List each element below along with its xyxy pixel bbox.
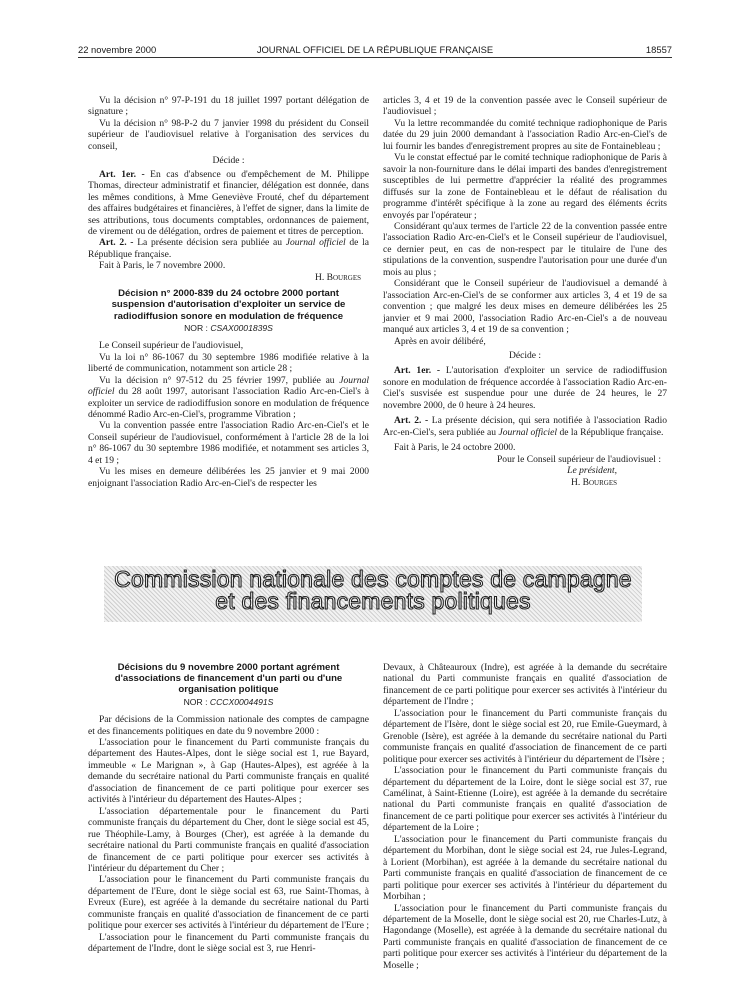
article-2	[383, 415, 667, 438]
article-label: Art. 1er. -	[394, 365, 441, 377]
article-1	[88, 169, 369, 238]
nor-label: NOR :	[184, 322, 211, 333]
nor-reference	[88, 323, 369, 334]
paragraph: articles 3, 4 et 19 de la convention passée avec le Conseil supérieur de l'audiovisuel ;	[383, 95, 667, 118]
signature-for: Pour le Conseil supérieur de l'audiovisuel :	[497, 453, 661, 465]
header-rule	[78, 57, 672, 58]
paragraph: L'association départementale pour le financement du Parti communiste français du département du Cher, dont le siège social est 45, rue Théophile-Lamy, à Bourges (Cher), est agréée à la demande du secrétaire national du Parti communiste français en qualité d'association de financement de ce parti politique pour exercer ses activités à l'intérieur du département du Cher ;	[88, 805, 369, 874]
paragraph: Vu la décision n° 97-P-191 du 18 juillet 1997 portant délégation de signature ;	[88, 95, 369, 118]
article-1	[383, 365, 667, 411]
signature-role: Le président,	[567, 465, 617, 477]
header-date: 22 novembre 2000	[78, 44, 157, 55]
paragraph: L'association pour le financement du Parti communiste français du département de l'Indre, dont le siège social est 3, rue Henri-	[88, 931, 369, 955]
journal-italic: Journal officiel	[285, 237, 346, 249]
article-text: de la République française.	[88, 237, 369, 260]
article-text: La présente décision sera publiée au	[133, 237, 286, 249]
signature: H. Bourges	[314, 271, 361, 283]
paragraph: Vu la convention passée entre l'association Radio Arc-en-Ciel's et le Conseil supérieur de l'audiovisuel, conformément à l'article 28 de la loi n° 86-1067 du 30 septembre 1986 modifiée, et notamment ses articles 3, 4 et 19 ;	[88, 420, 369, 466]
paragraph: L'association pour le financement du Parti communiste français du département de l'Eure, dont le siège social est 63, rue Saint-Thomas, à Evreux (Eure), est agréée à la demande du secrétaire national du Parti communiste français en qualité d'association de financement de ce parti politique pour exercer ses activités à l'intérieur du département de l'Eure ;	[88, 874, 369, 932]
paragraph: Le Conseil supérieur de l'audiovisuel,	[99, 340, 244, 352]
article-text: La présente décision, qui sera notifiée à l'association Radio Arc-en-Ciel's, sera publiée au	[383, 415, 667, 438]
paragraph: L'association pour le financement du Parti communiste français du département de la Moselle, dont le siège social est 20, rue Charles-Lutz, à Hagondange (Moselle), est agréée à la demande du secrétaire national du Parti communiste français en qualité d'association de financement de ce parti politique pour exercer ses activités à l'intérieur du département de la Moselle ;	[383, 902, 667, 971]
text-run: Vu la décision n° 97-512 du 25 février 1997, publiée au	[99, 374, 340, 386]
bottom-left-column	[88, 662, 369, 955]
paragraph: Par décisions de la Commission nationale des comptes de campagne et des financements politiques en date du 9 novembre 2000 :	[88, 714, 369, 737]
journal-italic: Journal officiel	[498, 426, 558, 438]
journal-italic: Journal officiel	[88, 374, 369, 398]
section-banner-title	[104, 568, 642, 612]
paragraph: Devaux, à Châteauroux (Indre), est agréée à la demande du secrétaire national du Parti communiste français en qualité d'association de financement de ce parti politique pour exercer ses activités à l'intérieur du département de l'Indre ;	[383, 662, 667, 708]
paragraph: Après en avoir délibéré,	[394, 335, 486, 347]
nor-code: CCCX0004491S	[209, 696, 274, 707]
place-date: Fait à Paris, le 7 novembre 2000.	[99, 260, 226, 272]
bottom-right-column	[383, 662, 667, 971]
paragraph	[88, 375, 369, 421]
paragraph: Vu la lettre recommandée du comité technique radiophonique de Paris datée du 29 juin 2000 demandant à l'association Radio Arc-en-Ciel's de lui fournir les bandes d'enregistrement propres au site de Fontainebleau ;	[383, 117, 667, 152]
article-label: Art. 2. -	[99, 237, 134, 249]
article-label: Art. 2. -	[394, 415, 429, 427]
header-page-number: 18557	[645, 44, 672, 55]
article-text: de la République française.	[557, 426, 664, 438]
decision-title: Décision n° 2000-839 du 24 octobre 2000 portant suspension d'autorisation d'exploiter un service de radiodiffusion sonore en modulation de fréquence	[111, 288, 346, 322]
decide-heading: Décide :	[508, 349, 542, 361]
paragraph: Considérant qu'aux termes de l'article 22 de la convention passée entre l'association Radio Arc-en-Ciel's et le Conseil supérieur de l'audiovisuel, ce dernier peut, en cas de non-respect par le titulaire de l'une des stipulations de la convention, suspendre l'autorisation pour une durée d'un mois au plus ;	[383, 220, 667, 278]
text-run: du 28 août 1997, autorisant l'association Radio Arc-en-Ciel's à exploiter un service de radiodiffusion sonore en modulation de fréquence dénommé Radio Arc-en-Ciel's, programme Vibration ;	[88, 386, 369, 421]
banner-line: et des financements politiques	[215, 588, 531, 614]
paragraph: L'association pour le financement du Parti communiste français du département du Morbihan, dont le siège social est 24, rue Jules-Legrand, à Lorient (Morbihan), est agréée à la demande du secrétaire national du Parti communiste français en qualité d'association de financement de ce parti politique pour exercer ses activités à l'intérieur du département du Morbihan ;	[383, 833, 667, 903]
place-date: Fait à Paris, le 24 octobre 2000.	[394, 442, 516, 454]
top-right-column	[383, 95, 667, 488]
paragraph: Vu le constat effectué par le comité technique radiophonique de Paris à savoir la non-fourniture dans le délai imparti des bandes d'enregistrement susceptibles de lui permettre d'apprécier la réalité des programmes diffusés sur la zone de Fontainebleau et le défaut de réalisation du programme d'intérêt spécifique à la zone au regard des éléments écrits envoyés par l'opérateur ;	[383, 152, 667, 221]
paragraph: Vu les mises en demeure délibérées les 25 janvier et 9 mai 2000 enjoignant l'association Radio Arc-en-Ciel's de respecter les	[88, 466, 369, 489]
paragraph: Considérant que le Conseil supérieur de l'audiovisuel a demandé à l'association Arc-en-Ciel's de se conformer aux articles 3, 4 et 19 de sa convention ; que malgré les deux mises en demeure délibérées les 25 janvier et 9 mai 2000, l'association Radio Arc-en-Ciel's a de nouveau manqué aux articles 3, 4 et 19 de sa convention ;	[383, 278, 667, 336]
paragraph: L'association pour le financement du Parti communiste français du département des Hautes-Alpes, dont le siège social est 1, rue Bayard, immeuble « Le Marignan », à Gap (Hautes-Alpes), est agréée à la demande du secrétaire national du Parti communiste français en qualité d'association de financement de ce parti politique pour exercer ses activités à l'intérieur du département des Hautes-Alpes ;	[88, 736, 369, 806]
article-text: En cas d'absence ou d'empêchement de M. Philippe Thomas, directeur administratif et financier, délégation est donnée, dans les mêmes conditions, à Mme Geneviève Frouté, chef du département des affaires budgétaires et financières, à l'effet de signer, dans la limite de ses attributions, tous documents comptables, ordonnances de paiement, de virement ou de délégation, ordres de paiement et titres de perception.	[88, 168, 369, 237]
decide-heading: Décide :	[212, 155, 245, 167]
paragraph: L'association pour le financement du Parti communiste français du département de l'Isère, dont le siège social est 20, rue Emile-Gueymard, à Grenoble (Isère), est agréée à la demande du secrétaire national du Parti communiste français en qualité d'association de financement de ce parti politique pour exercer ses activités à l'intérieur du département de l'Isère ;	[383, 707, 667, 765]
paragraph: L'association pour le financement du Parti communiste français du département du département de la Loire, dont le siège social est 37, rue Camélinat, à Saint-Etienne (Loire), est agréée à la demande du secrétaire national du Parti communiste français en qualité d'association de financement de ce parti politique pour exercer ses activités à l'intérieur du département de la Loire ;	[383, 765, 667, 834]
paragraph: Vu la loi n° 86-1067 du 30 septembre 1986 modifiée relative à la liberté de communication, notamment son article 28 ;	[88, 351, 369, 375]
signature-block	[383, 454, 667, 488]
nor-code: CSAX0001839S	[210, 322, 273, 333]
nor-label: NOR :	[183, 696, 210, 707]
article-text: L'autorisation d'exploiter un service de radiodiffusion sonore en modulation de fréquence accordée à l'association Radio Arc-en-Ciel's susvisée est suspendue pour une durée de 24 heures, le 27 novembre 2000, de 0 heure à 24 heures.	[383, 365, 667, 411]
header-journal-title: JOURNAL OFFICIEL DE LA RÉPUBLIQUE FRANÇAISE	[256, 44, 494, 55]
article-2	[88, 237, 369, 260]
nor-reference	[88, 697, 369, 708]
page-header	[78, 44, 672, 58]
decision-title: Décisions du 9 novembre 2000 portant agrément d'associations de financement d'un parti ou d'une organisation politique	[114, 662, 343, 696]
paragraph: Vu la décision n° 98-P-2 du 7 janvier 1998 du président du Conseil supérieur de l'audiovisuel relative à l'organisation des services du conseil,	[88, 117, 369, 152]
signature: H. Bourges	[570, 476, 617, 488]
article-label: Art. 1er. -	[99, 168, 145, 180]
top-left-column	[88, 95, 369, 489]
banner-line: Commission nationale des comptes de campagne	[114, 566, 632, 592]
